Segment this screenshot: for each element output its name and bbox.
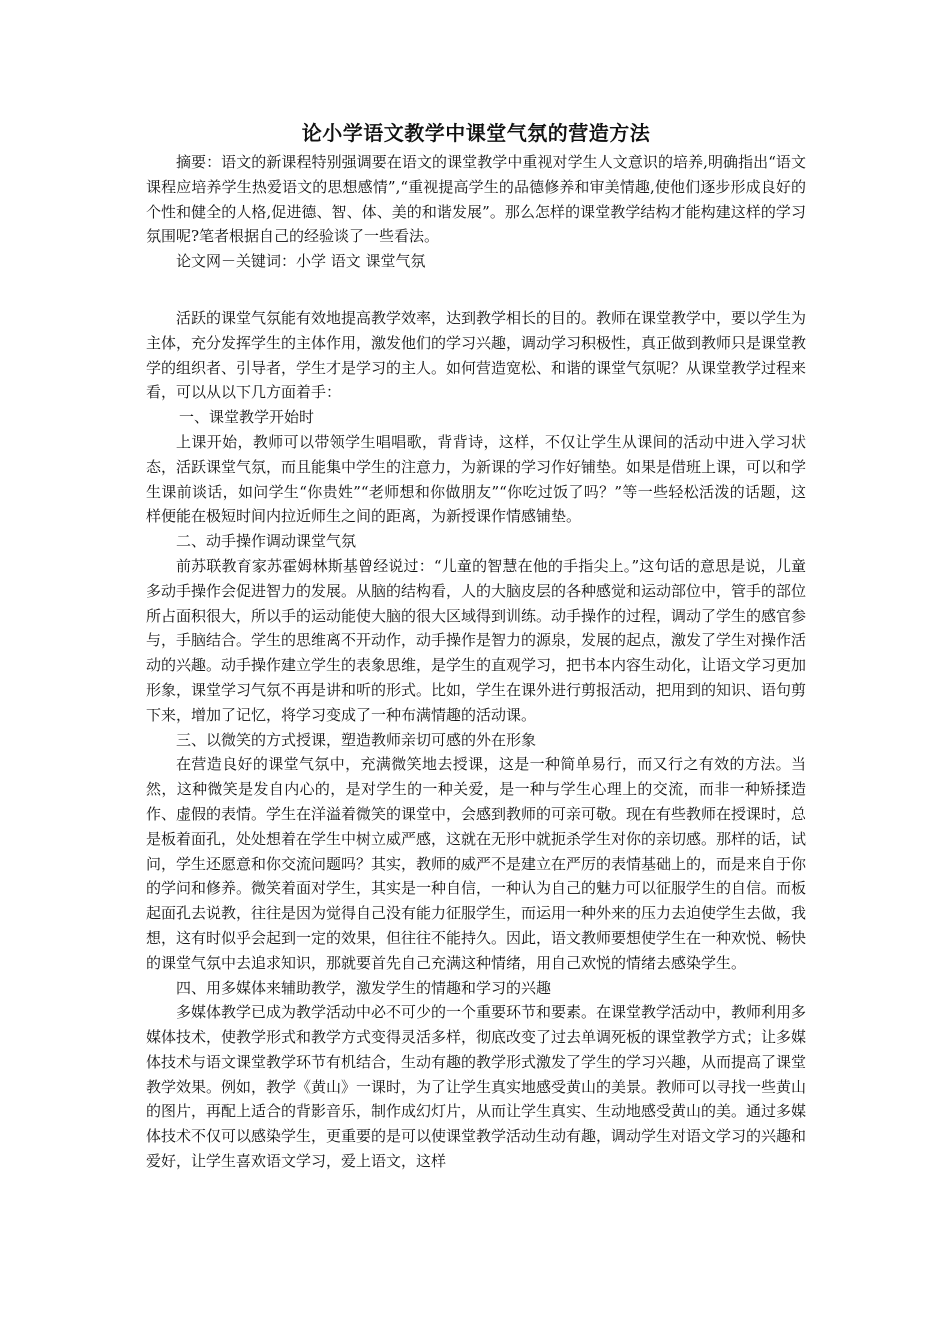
document-title: 论小学语文教学中课堂气氛的营造方法 [301,121,651,145]
document-page [146,118,806,1174]
section-body-1: 上课开始，教师可以带领学生唱唱歌，背背诗，这样，不仅让学生从课间的活动中进入学习状态，活跃课堂气氛，而且能集中学生的注意力，为新课的学习作好铺垫。如果是借班上课，可以和学生课前谈话，如问学生“你贵姓”“老师想和你做朋友”“你吃过饭了吗？”等一些轻松活泼的话题，这样便能在极短时间内拉近师生之间的距离，为新授课作情感铺垫。 [146,432,807,526]
intro-paragraph: 活跃的课堂气氛能有效地提高教学效率，达到教学相长的目的。教师在课堂教学中，要以学生为主体，充分发挥学生的主体作用，激发他们的学习兴趣，调动学习积极性，真正做到教师只是课堂教学的组织者、引导者，学生才是学习的主人。如何营造宽松、和谐的课堂气氛呢？从课堂教学过程来看，可以从以下几方面着手： [146,308,807,402]
section-heading-1: 一、课堂教学开始时 [179,408,315,427]
section-heading-2: 二、动手操作调动课堂气氛 [176,532,357,551]
blank-spacer [146,274,806,306]
section-body-4: 多媒体教学已成为教学活动中必不可少的一个重要环节和要素。在课堂教学活动中，教师利用多媒体技术，使教学形式和教学方式变得灵活多样，彻底改变了过去单调死板的课堂教学方式；让多媒体技术与语文课堂教学环节有机结合，生动有趣的教学形式激发了学生的学习兴趣，从而提高了课堂教学效果。例如，教学《黄山》一课时，为了让学生真实地感受黄山的美景。教师可以寻找一些黄山的图片，再配上适合的背影音乐，制作成幻灯片，从而让学生真实、生动地感受黄山的美。通过多媒体技术不仅可以感染学生，更重要的是可以使课堂教学活动生动有趣，调动学生对语文学习的兴趣和爱好，让学生喜欢语文学习，爱上语文，这样 [146,1003,807,1171]
section-heading-3: 三、以微笑的方式授课，塑造教师亲切可感的外在形象 [176,730,537,749]
section-body-3: 在营造良好的课堂气氛中，充满微笑地去授课，这是一种简单易行，而又行之有效的方法。当然，这种微笑是发自内心的，是对学生的一种关爱，是一种与学生心理上的交流，而非一种矫揉造作、虚假的表情。学生在洋溢着微笑的课堂中，会感到教师的可亲可敬。现在有些教师在授课时，总是板着面孔，处处想着在学生中树立威严感，这就在无形中就扼杀学生对你的亲切感。那样的话，试问，学生还愿意和你交流问题吗？其实，教师的威严不是建立在严厉的表情基础上的，而是来自于你的学问和修养。微笑着面对学生，其实是一种自信，一种认为自己的魅力可以征服学生的自信。而板起面孔去说教，往往是因为觉得自己没有能力征服学生，而运用一种外来的压力去迫使学生去做，我想，这有时似乎会起到一定的效果，但往往不能持久。因此，语文教师要想使学生在一种欢悦、畅快的课堂气氛中去追求知识，那就要首先自己充满这种情绪，用自己欢悦的情绪去感染学生。 [146,755,807,972]
keywords-line: 论文网－关键词：小学 语文 课堂气氛 [176,252,426,271]
section-body-2: 前苏联教育家苏霍姆林斯基曾经说过：“儿童的智慧在他的手指尖上。”这句话的意思是说，儿童多动手操作会促进智力的发展。从脑的结构看，人的大脑皮层的各种感觉和运动部位中，管手的部位所占面积很大，所以手的运动能使大脑的很大区域得到训练。动手操作的过程，调动了学生的感官参与，手脑结合。学生的思维离不开动作，动手操作是智力的源泉，发展的起点，激发了学生对操作活动的兴趣。动手操作建立学生的表象思维，是学生的直观学习，把书本内容生动化，让语文学习更加形象，课堂学习气氛不再是讲和听的形式。比如，学生在课外进行剪报活动，把用到的知识、语句剪下来，增加了记忆，将学习变成了一种布满情趣的活动课。 [146,556,807,724]
abstract-paragraph: 摘要：语文的新课程特别强调要在语文的课堂教学中重视对学生人文意识的培养,明确指出“语文课程应培养学生热爱语文的思想感情”,“重视提高学生的品德修养和审美情趣,使他们逐步形成良好的个性和健全的人格,促进德、智、体、美的和谐发展”。那么怎样的课堂教学结构才能构建这样的学习氛围呢?笔者根据自己的经验谈了一些看法。 [146,153,806,246]
section-heading-4: 四、用多媒体来辅助教学，激发学生的情趣和学习的兴趣 [176,978,552,997]
